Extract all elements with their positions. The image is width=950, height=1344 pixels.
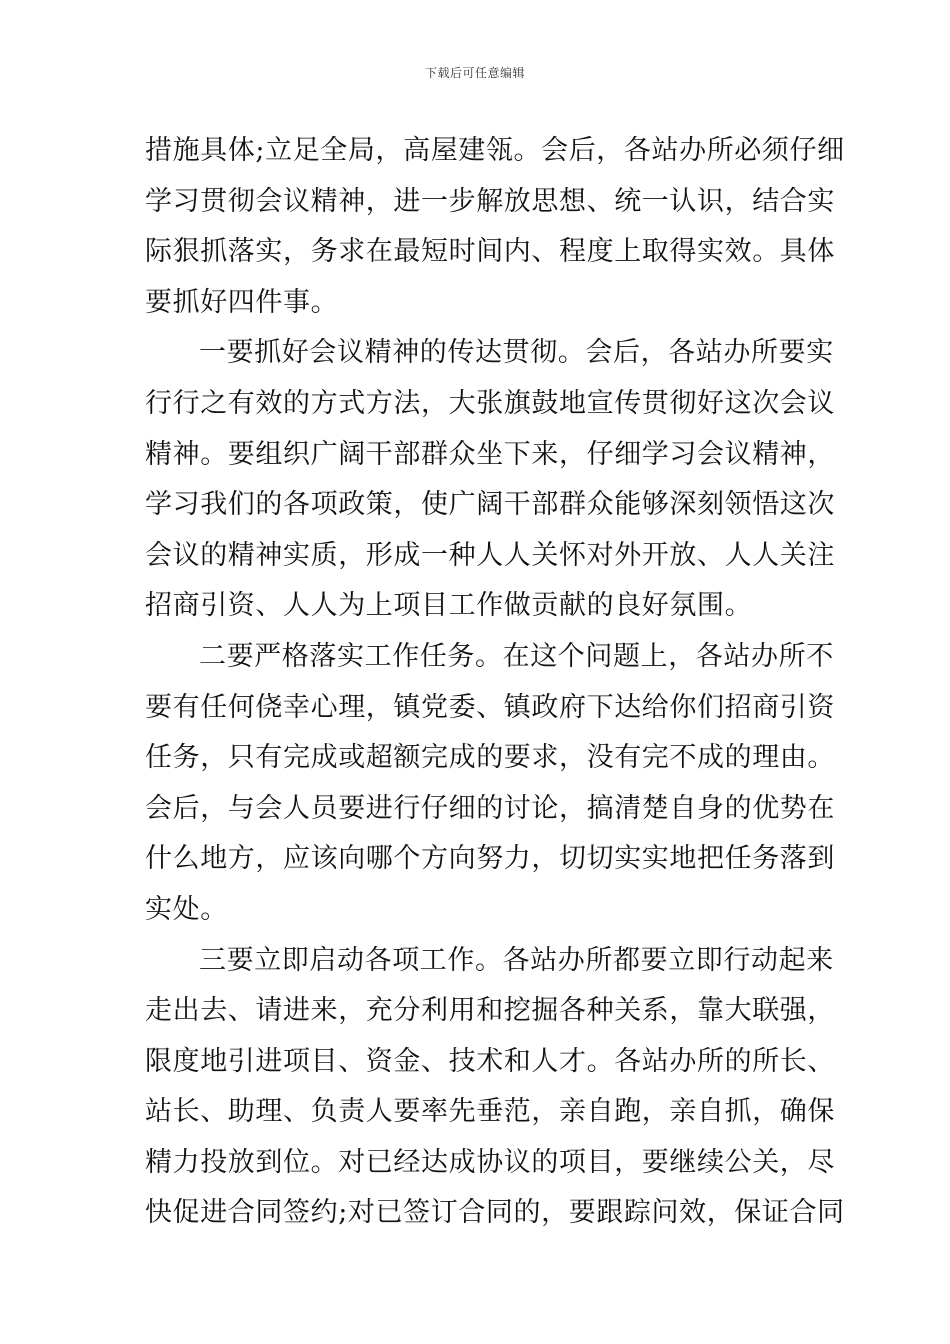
page-header: 下载后可任意编辑 — [424, 66, 525, 80]
text-line: 精力投放到位。对已经达成协议的项目，要继续公关，尽 — [145, 1146, 835, 1178]
text-line: 要有任何侥幸心理，镇党委、镇政府下达给你们招商引资 — [145, 691, 835, 723]
text-line: 行行之有效的方式方法，大张旗鼓地宣传贯彻好这次会议 — [145, 387, 835, 419]
text-line: 站长、助理、负责人要率先垂范，亲自跑，亲自抓，确保 — [145, 1096, 835, 1128]
document-body — [145, 126, 845, 1239]
text-line: 招商引资、人人为上项目工作做贡献的良好氛围。 — [145, 590, 753, 622]
text-line: 会后，与会人员要进行仔细的讨论，搞清楚自身的优势在 — [145, 792, 835, 824]
text-line: 际狠抓落实，务求在最短时间内、程度上取得实效。具体 — [145, 236, 835, 268]
text-line: 任务，只有完成或超额完成的要求，没有完不成的理由。 — [145, 742, 835, 774]
text-line: 要抓好四件事。 — [145, 286, 339, 318]
paragraph-first-line: 二要严格落实工作任务。在这个问题上，各站办所不 — [199, 640, 834, 672]
text-line: 什么地方，应该向哪个方向努力，切切实实地把任务落到 — [145, 843, 835, 875]
text-line: 学习贯彻会议精神，进一步解放思想、统一认识，结合实 — [145, 185, 835, 217]
paragraph-first-line: 一要抓好会议精神的传达贯彻。会后，各站办所要实 — [199, 337, 834, 369]
text-line: 措施具体;立足全局，高屋建瓴。会后，各站办所必须仔细 — [145, 135, 845, 166]
text-line: 实处。 — [145, 893, 228, 925]
text-line: 精神。要组织广阔干部群众坐下来，仔细学习会议精神， — [145, 438, 835, 470]
text-line: 走出去、请进来，充分利用和挖掘各种关系，靠大联强， — [145, 995, 835, 1027]
text-line: 学习我们的各项政策，使广阔干部群众能够深刻领悟这次 — [145, 489, 835, 521]
text-line: 限度地引进项目、资金、技术和人才。各站办所的所长、 — [145, 1045, 835, 1077]
text-line: 会议的精神实质，形成一种人人关怀对外开放、人人关注 — [145, 539, 835, 571]
paragraph-first-line: 三要立即启动各项工作。各站办所都要立即行动起来 — [199, 944, 834, 976]
text-line: 快促进合同签约;对已签订合同的，要跟踪问效，保证合同 — [145, 1197, 845, 1229]
